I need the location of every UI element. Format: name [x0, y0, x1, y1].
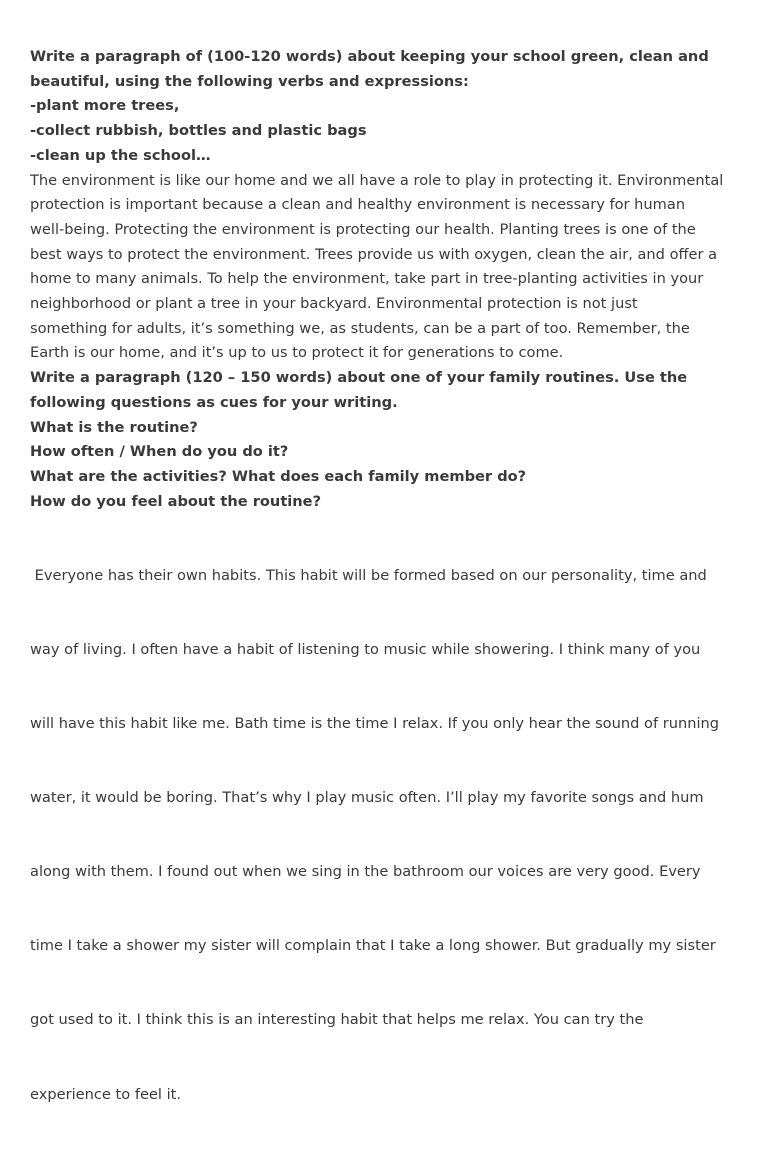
task2-answer-line: along with them. I found out when we sing in the bathroom our voices are very good. Every	[30, 863, 701, 881]
task2-question: What is the routine?	[30, 418, 198, 436]
task1-section	[30, 45, 742, 366]
document-body	[30, 45, 742, 1157]
task2-answer-line: got used to it. I think this is an interesting habit that helps me relax. You can try the	[30, 1011, 644, 1029]
task1-answer-line: well-being. Protecting the environment is protecting our health. Planting trees is one of the	[30, 220, 696, 238]
task2-prompt-line: Write a paragraph (120 – 150 words) about one of your family routines. Use the	[30, 369, 688, 387]
task1-cue: -plant more trees,	[30, 97, 180, 115]
task2-question: What are the activities? What does each family member do?	[30, 467, 527, 485]
task1-answer-line: best ways to protect the environment. Trees provide us with oxygen, clean the air, and offer a	[30, 245, 718, 263]
task2-answer-line: Everyone has their own habits. This habit will be formed based on our personality, time and	[30, 566, 707, 584]
task1-answer-paragraph	[30, 169, 742, 367]
task2-answer-line: water, it would be boring. That’s why I play music often. I’ll play my favorite songs and hum	[30, 789, 704, 807]
task1-answer-line: something for adults, it’s something we, as students, can be a part of too. Remember, the	[30, 319, 690, 337]
task2-question: How often / When do you do it?	[30, 443, 289, 461]
task1-answer-line: home to many animals. To help the environment, take part in tree-planting activities in your	[30, 270, 704, 288]
task2-answer-paragraph	[30, 514, 742, 1156]
task1-answer-line: Earth is our home, and it’s up to us to protect it for generations to come.	[30, 344, 564, 362]
task1-prompt-line: beautiful, using the following verbs and expressions:	[30, 72, 469, 90]
task2-answer-line: will have this habit like me. Bath time is the time I relax. If you only hear the sound of running	[30, 714, 720, 732]
task1-answer-line: protection is important because a clean and healthy environment is necessary for human	[30, 196, 686, 214]
task1-prompt-line: Write a paragraph of (100-120 words) about keeping your school green, clean and	[30, 48, 709, 65]
task1-answer-line: The environment is like our home and we all have a role to play in protecting it. Environmental	[30, 171, 724, 189]
task2-answer-line: time I take a shower my sister will complain that I take a long shower. But gradually my sister	[30, 937, 716, 955]
task2-answer-line: way of living. I often have a habit of listening to music while showering. I think many of you	[30, 640, 701, 658]
task2-question: How do you feel about the routine?	[30, 492, 322, 510]
task2-section	[30, 366, 742, 1157]
task1-cue: -collect rubbish, bottles and plastic bags	[30, 122, 367, 140]
task1-answer-line: neighborhood or plant a tree in your backyard. Environmental protection is not just	[30, 295, 638, 313]
task1-cue: -clean up the school…	[30, 146, 211, 164]
task2-prompt-line: following questions as cues for your writing.	[30, 393, 398, 411]
task2-answer-line: experience to feel it.	[30, 1085, 182, 1103]
